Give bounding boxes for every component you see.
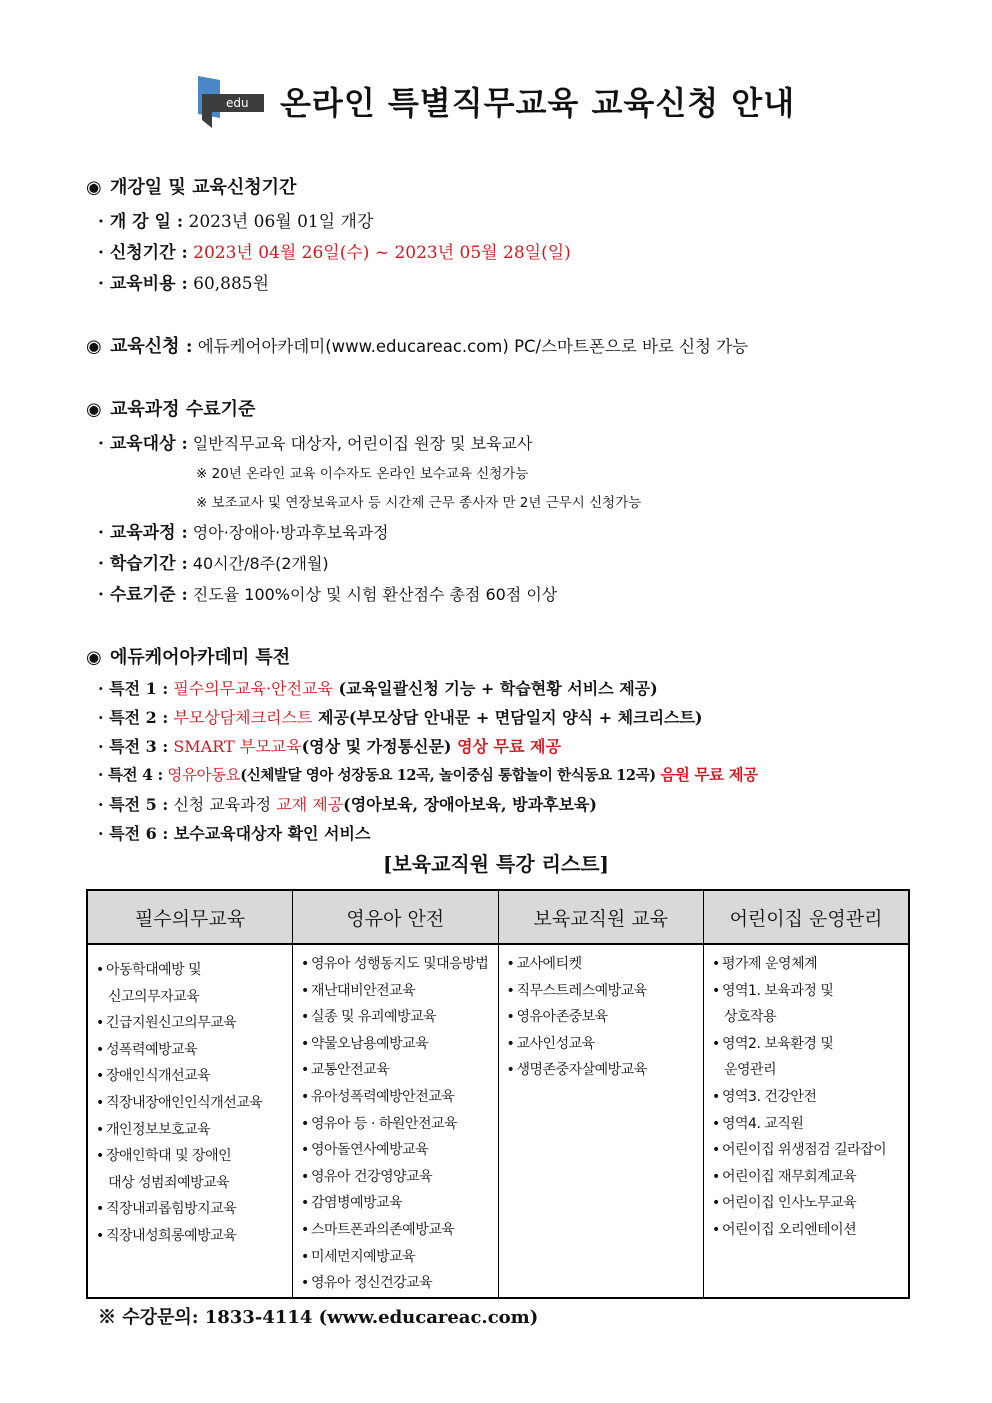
benefit-detail: 보수교육대상자 확인 서비스	[168, 824, 371, 843]
table-cell	[498, 944, 704, 1298]
course-item: • 영역2. 보육환경 및	[712, 1035, 834, 1052]
course-item: • 어린이집 인사노무교육	[712, 1195, 857, 1212]
row-start-date	[98, 207, 373, 232]
benefit-highlight: SMART 부모교육	[168, 737, 302, 756]
course-item: • 영유아 건강영양교육	[301, 1168, 433, 1185]
course-item: 대상 성범죄예방교육	[108, 1174, 230, 1191]
row-apply-period	[98, 238, 571, 263]
course-item: • 영역4. 교직원	[712, 1115, 804, 1132]
course-item: 신고의무자교육	[108, 988, 200, 1005]
section-apply-heading	[86, 332, 748, 358]
section-criteria-heading	[86, 395, 255, 421]
course-item: • 직장내장애인인식개선교육	[96, 1094, 263, 1111]
row-value: 40시간/8주(2개월)	[187, 554, 329, 573]
course-item: 운영관리	[724, 1062, 777, 1079]
row-key: · 신청기간 :	[98, 243, 188, 263]
lecture-list-title: [보육교직원 특강 리스트]	[382, 852, 610, 876]
table-header: 어린이집 운영관리	[704, 890, 910, 944]
table-cell	[704, 944, 910, 1298]
course-item: • 교사에티켓	[506, 956, 582, 972]
course-item: • 아동학대예방 및	[96, 962, 202, 978]
course-list	[507, 951, 698, 1084]
benefit-pre: 신청 교육과정	[168, 795, 277, 814]
course-item: • 장애인식개선교육	[96, 1068, 211, 1085]
row-value: 60,885원	[187, 274, 270, 294]
section-benefits-heading	[86, 643, 290, 669]
course-item: • 영역1. 보육과정 및	[712, 982, 834, 999]
apply-info: 에듀케어아카데미(www.educareac.com) PC/스마트폰으로 바로 신청 가능	[192, 337, 749, 356]
row-benefit-2	[98, 705, 703, 728]
course-item: • 교통안전교육	[301, 1062, 390, 1079]
edu-logo-icon	[190, 74, 268, 130]
benefit-highlight: 부모상담체크리스트	[168, 708, 313, 727]
row-key: · 특전 3 :	[98, 737, 169, 756]
course-item: • 생명존중자살예방교육	[506, 1062, 647, 1079]
course-item: • 성폭력예방교육	[96, 1041, 198, 1058]
logo-text: edu	[226, 96, 249, 110]
section-schedule-heading	[86, 173, 296, 199]
table-cell	[87, 944, 293, 1298]
course-item: • 어린이집 오리엔테이션	[712, 1221, 857, 1238]
row-key: · 수료기준 :	[98, 585, 188, 605]
course-list	[96, 957, 286, 1250]
note-1: ※ 20년 온라인 교육 이수자도 온라인 보수교육 신청가능	[196, 466, 529, 482]
row-key: · 교육비용 :	[98, 274, 188, 294]
course-item: • 감염병예방교육	[301, 1195, 403, 1212]
note-2: ※ 보조교사 및 연장보육교사 등 시간제 근무 종사자 만 2년 근무시 신청가능	[196, 495, 642, 511]
course-item: • 유아성폭력예방안전교육	[301, 1088, 455, 1105]
row-key: · 교육과정 :	[98, 523, 188, 543]
contact-footer: ※ 수강문의: 1833-4114 (www.educareac.com)	[98, 1307, 539, 1328]
row-value: 진도율 100%이상 및 시험 환산점수 총점 60점 이상	[187, 585, 558, 604]
table-header: 영유아 안전	[293, 890, 499, 944]
course-list	[712, 951, 902, 1244]
course-item: • 평가제 운영체계	[712, 956, 818, 972]
row-key: · 특전 2 :	[98, 708, 169, 727]
course-item: • 영유아 등 · 하원안전교육	[301, 1115, 458, 1132]
course-item: • 교사인성교육	[506, 1035, 595, 1052]
table-header: 보육교직원 교육	[498, 890, 704, 944]
row-key: · 개 강 일 :	[98, 212, 184, 232]
course-item: • 어린이집 재무회계교육	[712, 1168, 857, 1185]
row-value: 2023년 04월 26일(수) ~ 2023년 05월 28일(일)	[187, 243, 571, 263]
row-target	[98, 429, 532, 454]
row-key: · 학습기간 :	[98, 554, 188, 574]
benefit-highlight: 교재 제공	[276, 795, 344, 814]
lecture-table	[86, 889, 910, 1299]
course-item: • 약물오남용예방교육	[301, 1035, 429, 1052]
benefit-detail: (교육일괄신청 기능 + 학습현황 서비스 제공)	[332, 679, 658, 698]
course-item: • 재난대비안전교육	[301, 982, 416, 999]
bullet-circle-icon: ◉	[86, 177, 102, 198]
benefit-highlight: 영유아동요	[162, 766, 241, 784]
benefit-detail: (영상 및 가정통신문)	[301, 737, 458, 756]
course-item: • 어린이집 위생점검 길라잡이	[712, 1142, 887, 1159]
course-item: • 개인정보보호교육	[96, 1121, 211, 1138]
table-header: 필수의무교육	[87, 890, 293, 944]
row-completion	[98, 580, 557, 605]
benefit-detail: (영아보육, 장애아보육, 방과후보육)	[343, 795, 597, 814]
course-item: • 스마트폰과의존예방교육	[301, 1221, 455, 1238]
bullet-circle-icon: ◉	[86, 336, 102, 357]
course-item: • 영유아 정신건강교육	[301, 1275, 433, 1292]
row-key: · 특전 6 :	[98, 824, 169, 843]
row-value: 영아·장애아·방과후보육과정	[187, 523, 389, 542]
course-item: • 직무스트레스예방교육	[506, 982, 647, 999]
row-benefit-5	[98, 792, 597, 815]
benefit-highlight-2: 음원 무료 제공	[660, 765, 758, 784]
table-cell	[293, 944, 499, 1298]
row-benefit-3	[98, 734, 561, 757]
course-item: • 영아돌연사예방교육	[301, 1142, 429, 1159]
section-title: 교육신청 :	[110, 336, 193, 357]
course-item: • 미세먼지예방교육	[301, 1248, 416, 1265]
course-item: • 영유아 성행동지도 및대응방법	[301, 956, 489, 972]
course-item: • 장애인학대 및 장애인	[96, 1148, 232, 1165]
page-title: 온라인 특별직무교육 교육신청 안내	[280, 84, 796, 122]
bullet-circle-icon: ◉	[86, 399, 102, 420]
course-list	[301, 951, 492, 1297]
row-study-period	[98, 549, 329, 574]
section-title: 에듀케어아카데미 특전	[110, 647, 291, 668]
bullet-circle-icon: ◉	[86, 647, 102, 668]
benefit-detail: (신체발달 영아 성장동요 12곡, 놀이중심 통합놀이 한식동요 12곡)	[240, 767, 661, 784]
row-key: · 특전 1 :	[98, 679, 169, 698]
benefit-highlight: 필수의무교육·안전교육	[168, 679, 333, 698]
benefit-detail: 제공(부모상담 안내문 + 면담일지 양식 + 체크리스트)	[312, 708, 703, 727]
section-title: 개강일 및 교육신청기간	[110, 177, 297, 198]
course-item: 상호작용	[724, 1009, 777, 1026]
row-benefit-6	[98, 821, 370, 844]
row-fee	[98, 269, 269, 294]
row-value: 일반직무교육 대상자, 어린이집 원장 및 보육교사	[187, 434, 533, 453]
title-block	[190, 72, 830, 132]
row-value: 2023년 06월 01일 개강	[183, 212, 374, 232]
course-item: • 긴급지원신고의무교육	[96, 1015, 237, 1032]
row-key: · 특전 4 :	[98, 765, 163, 784]
row-benefit-4	[98, 763, 758, 785]
course-item: • 영유아존중보육	[506, 1009, 608, 1026]
benefit-highlight-2: 영상 무료 제공	[457, 737, 561, 756]
row-key: · 특전 5 :	[98, 795, 169, 814]
course-item: • 직장내괴롭힘방지교육	[96, 1201, 237, 1218]
course-item: • 영역3. 건강안전	[712, 1088, 817, 1105]
course-item: • 직장내성희롱예방교육	[96, 1227, 237, 1244]
row-course	[98, 518, 388, 543]
section-title: 교육과정 수료기준	[110, 399, 256, 420]
row-benefit-1	[98, 676, 658, 699]
row-key: · 교육대상 :	[98, 434, 188, 454]
course-item: • 실종 및 유괴예방교육	[301, 1009, 437, 1026]
